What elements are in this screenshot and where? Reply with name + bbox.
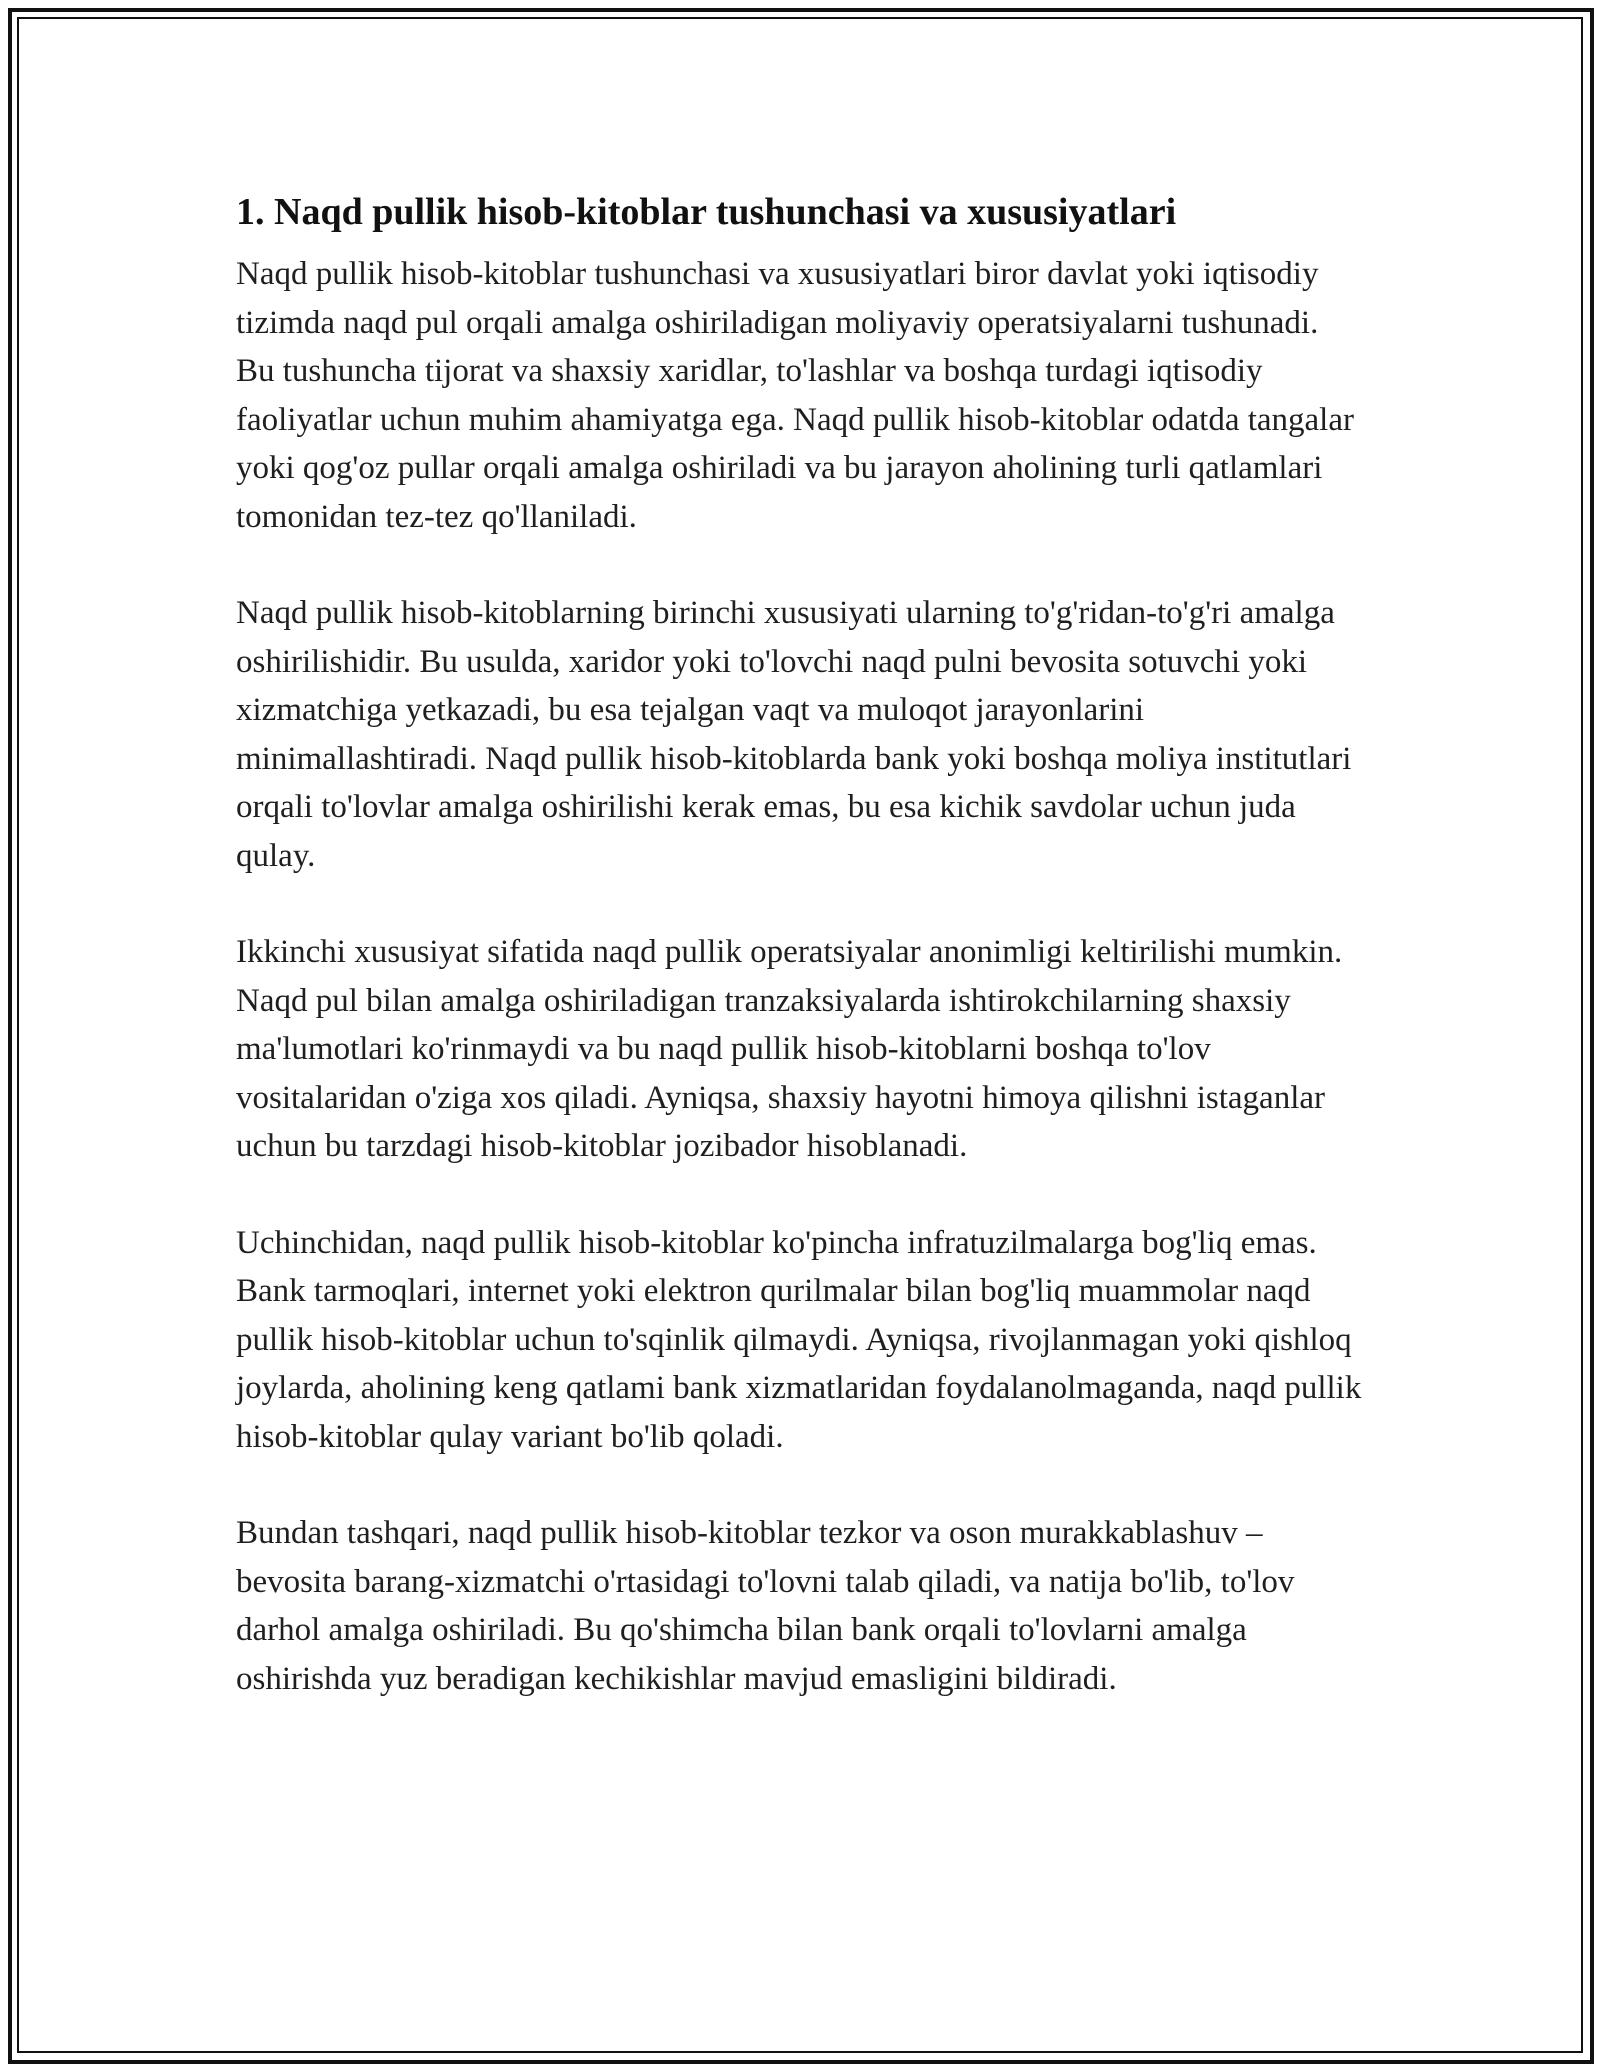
paragraph-definition: Naqd pullik hisob-kitoblar tushunchasi va xususiyatlari biror davlat yoki iqtisodiy tizimda naqd pul orqali amalga oshiriladigan moliyaviy operatsiyalarni tushunadi. Bu tushuncha tijorat va shaxsiy xaridlar, to'lashlar va boshqa turdagi iqtisodiy faoliyatlar uchun muhim ahamiyatga ega. Naqd pullik hisob-kitoblar odatda tangalar yoki qog'oz pullar orqali amalga oshiriladi va bu jarayon aholining turli qatlamlari tomonidan tez-tez qo'llaniladi. [236,256,1354,535]
paragraph-additional-feature: Bundan tashqari, naqd pullik hisob-kitoblar tezkor va oson murakkablashuv – bevosita barang-xizmatchi o'rtasidagi to'lovni talab qiladi, va natija bo'lib, to'lov darhol amalga oshiriladi. Bu qo'shimcha bilan bank orqali to'lovlarni amalga oshirishda yuz beradigan kechikishlar mavjud emasligini bildiradi. [236,1515,1295,1697]
section-heading: 1. Naqd pullik hisob-kitoblar tushunchasi va xususiyatlari [236,191,1177,233]
document-body [236,186,1364,1703]
paragraph-second-feature: Ikkinchi xususiyat sifatida naqd pullik operatsiyalar anonimligi keltirilishi mumkin. Naqd pul bilan amalga oshiriladigan tranzaksiyalarda ishtirokchilarning shaxsiy ma'lumotlari ko'rinmaydi va bu naqd pullik hisob-kitoblarni boshqa to'lov vositalaridan o'ziga xos qiladi. Ayniqsa, shaxsiy hayotni himoya qilishni istaganlar uchun bu tarzdagi hisob-kitoblar jozibador hisoblanadi. [236,934,1343,1164]
paragraph-first-feature: Naqd pullik hisob-kitoblarning birinchi xususiyati ularning to'g'ridan-to'g'ri amalga oshirilishidir. Bu usulda, xaridor yoki to'lovchi naqd pulni bevosita sotuvchi yoki xizmatchiga yetkazadi, bu esa tejalgan vaqt va muloqot jarayonlarini minimallashtiradi. Naqd pullik hisob-kitoblarda bank yoki boshqa moliya institutlari orqali to'lovlar amalga oshirilishi kerak emas, bu esa kichik savdolar uchun juda qulay. [236,595,1352,874]
paragraph-third-feature: Uchinchidan, naqd pullik hisob-kitoblar ko'pincha infratuzilmalarga bog'liq emas. Bank tarmoqlari, internet yoki elektron qurilmalar bilan bog'liq muammolar naqd pullik hisob-kitoblar uchun to'sqinlik qilmaydi. Ayniqsa, rivojlanmagan yoki qishloq joylarda, aholining keng qatlami bank xizmatlaridan foydalanolmaganda, naqd pullik hisob-kitoblar qulay variant bo'lib qoladi. [236,1224,1362,1455]
